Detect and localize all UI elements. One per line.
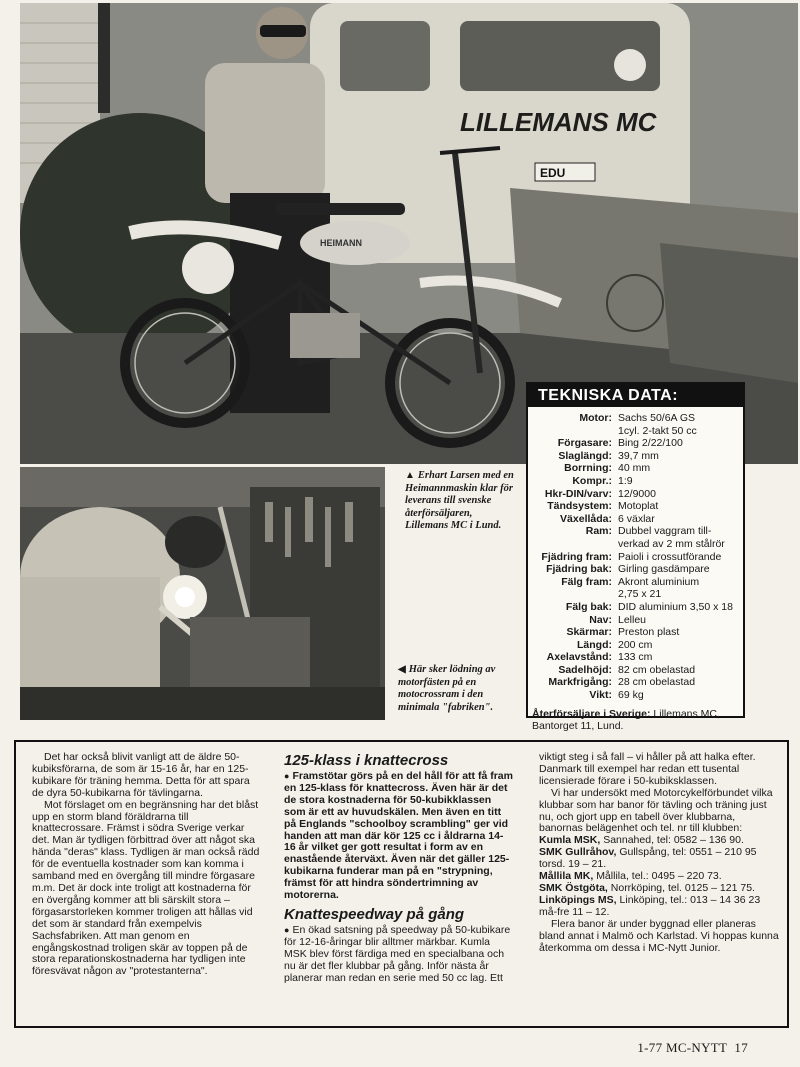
tech-data-rows [528, 407, 743, 702]
tech-dealer [528, 702, 743, 733]
tech-row-value: Girling gasdämpare [618, 563, 710, 576]
tech-row-value: 12/9000 [618, 487, 656, 500]
tech-row-label [532, 588, 618, 601]
tech-row-label: Motor: [579, 412, 612, 424]
tech-row-label [532, 538, 618, 551]
photo-caption-welder [398, 664, 516, 714]
bullet-icon: ● [284, 924, 290, 935]
tech-row-value: Lelleu [618, 613, 647, 626]
tech-row-value: verkad av 2 mm stålrör [618, 537, 725, 550]
tech-row [532, 676, 737, 689]
tech-row [532, 588, 737, 601]
tech-row [532, 488, 737, 501]
article-column-3 [539, 752, 779, 954]
arrow-up-icon: ▲ [405, 470, 415, 481]
tech-row-label: Nav: [589, 613, 612, 626]
tech-row [532, 513, 737, 526]
club-info: Norrköping, tel. 0125 – 121 75. [610, 881, 755, 894]
tech-row-label: Kompr.: [572, 474, 612, 487]
club-info: Mållila, tel.: 0495 – 220 73. [596, 870, 722, 883]
tech-row [532, 462, 737, 475]
welding-photo-illustration [20, 467, 385, 720]
welder-photo [20, 467, 385, 720]
col3-paragraph-1: viktigt steg i så fall – vi håller på att halka efter. Danmark till exempel har redan ett tusental licensierade förare i 50-kubiksklassen. [539, 751, 756, 787]
tech-row [532, 538, 737, 551]
heading-knattespeedway: Knattespeedway på gång [284, 905, 465, 923]
tech-row [532, 525, 737, 538]
tech-row-value: 69 kg [618, 689, 644, 702]
caption-2-text: Här sker lödning av motorfästen på en motocrossram i den minimala "fabriken". [398, 664, 496, 713]
col2-paragraph-2-text: En ökad satsning på speedway på 50-kubikare för 12-16-åringar blir alltmer märkbar. Kumla MSK blev först färdiga med en specialbana och nu är det fler klubbar på gång. Inför nästa år planerar man redan en serie med 50 cc lag. Ett [284, 923, 511, 984]
tech-row-label: Tändsystem: [547, 500, 612, 513]
tech-row-value: 6 växlar [618, 512, 655, 525]
tech-row [532, 425, 737, 438]
tank-lettering: HEIMANN [320, 238, 362, 248]
tech-row-value: Dubbel vaggram till- [618, 525, 712, 538]
dealer-label: Återförsäljare i Sverige: [532, 707, 651, 720]
tech-row-value: 1cyl. 2-takt 50 cc [618, 424, 697, 437]
tech-row [532, 639, 737, 652]
bullet-icon: ● [284, 771, 290, 781]
tech-row-label: Vikt: [589, 689, 612, 702]
tech-row-label: Förgasare: [557, 437, 612, 450]
article-column-1 [32, 752, 262, 978]
tech-data-title: TEKNISKA DATA: [528, 384, 743, 407]
club-name: SMK Östgöta, [539, 881, 608, 894]
tech-row-value: Motoplat [618, 500, 659, 513]
tech-row-value: 1:9 [618, 474, 633, 487]
tech-row [532, 664, 737, 677]
tech-data-box [526, 382, 745, 733]
club-name: SMK Gullråhov, [539, 846, 617, 859]
tech-row-label: Sadelhöjd: [558, 663, 612, 676]
footer-page-number: 17 [734, 1040, 748, 1055]
club-list [539, 835, 779, 918]
col3-paragraph-2: Vi har undersökt med Motorcykelförbundet vilka klubbar som har banor för tävling och träning just nu, och gjort upp en tabell över klubbarna, banornas belägenhet och tel. nr till klubben: [539, 786, 773, 835]
article-column-2 [284, 752, 514, 985]
club-name: Mållila MK, [539, 870, 594, 883]
tech-row-label: Skärmar: [566, 626, 612, 639]
dealer-value: Lillemans MC, Bantorget 11, Lund. [532, 707, 720, 733]
van-lettering: LILLEMANS MC [460, 107, 657, 137]
photo-caption-top [405, 470, 515, 533]
tech-row-value: Sachs 50/6A GS [618, 412, 696, 424]
col1-paragraph-2: Mot förslaget om en begränsning har det blåst upp en storm bland föräldrarna till knattecrossare. Främst i södra Sverige verkar det. Man är tydligen förbittrad över att något ska hända "deras" klass. Tydligen är man också rädd för de eventuella kostnader som kan komma i samband med en övergång till mindre förgasare m.m. Det är dock inte troligt att kostnaderna för en övergång kommer att bli särskilt stora – förgasarstorleken kommer troligen att hållas vid det som är standard från exempelvis Sachsfabriken. Att man genom en engångskostnad troligen skär av toppen på de stora reparationskostnaderna har tydligen inte föresvävat någon av "protestanterna". [32, 798, 260, 978]
heading-125-klass: 125-klass i knattecross [284, 752, 449, 769]
tech-row [532, 689, 737, 702]
tech-row-value: DID aluminium 3,50 x 18 [618, 600, 733, 613]
club-entry [539, 847, 779, 871]
tech-row [532, 412, 737, 425]
tech-row-label: Markfrigång: [548, 676, 612, 689]
tech-row [532, 551, 737, 564]
club-name: Linköpings MS, [539, 893, 617, 906]
tech-row [532, 651, 737, 664]
tech-row-value: Bing 2/22/100 [618, 437, 683, 450]
tech-row-label: Borrning: [564, 462, 612, 475]
tech-row-label: Hkr-DIN/varv: [544, 487, 612, 500]
tech-row [532, 626, 737, 639]
tech-row-label: Fälg fram: [561, 575, 612, 588]
tech-row-value: 2,75 x 21 [618, 588, 662, 601]
col2-paragraph-1 [284, 771, 514, 902]
tech-row-label: Slaglängd: [558, 449, 612, 462]
tech-row [532, 475, 737, 488]
plate-text: EDU [540, 166, 566, 180]
tech-row-value: Preston plast [618, 626, 680, 639]
tech-row [532, 576, 737, 589]
col2-paragraph-1-text: Framstötar görs på en del håll för att få fram en 125-klass för knattecross. Även här är det de stora kostnaderna för 50-kubikklassen som är ett av huvudskälen. Men även en titt på Englands "schoolboy scrambling" ger vid handen att man där kör 125 cc i åldrarna 14-16 år vilket ger gott resultat i form av en enastående återväxt. Även när det gäller 125-kubikarna funderar man på en "strypning, främst för att hindra söndertrimning av motorerna. [284, 770, 513, 902]
col1-paragraph-1: Det har också blivit vanligt att de äldre 50-kubiksförarna, de som är 15-16 år, har en 125-kubikare för träning hemma. Detta för att spara de dyra 50-kubikarna för tävlingarna. [32, 751, 250, 799]
tech-row-value: 200 cm [618, 638, 653, 651]
tech-row-label [532, 425, 618, 438]
tech-row [532, 437, 737, 450]
club-info: Sannahed, tel: 0582 – 136 90. [603, 834, 744, 847]
tech-row-label: Fjädring fram: [541, 550, 612, 563]
tech-row [532, 563, 737, 576]
club-info: Linköping, tel.: 013 – 14 36 23 må-fre 11 – 12. [539, 893, 761, 918]
tech-row-label: Fjädring bak: [546, 563, 612, 576]
tech-row-value: Akront aluminium [618, 575, 700, 588]
tech-row [532, 500, 737, 513]
tech-row-value: Paioli i crossutförande [618, 550, 722, 563]
tech-row-value: 82 cm obelastad [618, 663, 696, 676]
tech-row-label: Fälg bak: [565, 600, 612, 613]
col3-paragraph-3: Flera banor är under byggnad eller planeras bland annat i Malmö och Karlstad. Vi hoppas kunna återkomma om dessa i MC-Nytt Junior. [539, 917, 779, 954]
tech-row-value: 133 cm [618, 651, 653, 664]
page-footer [637, 1040, 748, 1056]
tech-row [532, 601, 737, 614]
tech-row-label: Axelavstånd: [546, 651, 612, 664]
tech-row-label: Växellåda: [560, 512, 612, 525]
arrow-left-icon: ◀ [398, 664, 406, 675]
club-name: Kumla MSK, [539, 834, 601, 847]
tech-row-label: Längd: [577, 638, 612, 651]
tech-row-value: 40 mm [618, 462, 651, 475]
tech-row [532, 614, 737, 627]
tech-row-value: 39,7 mm [618, 449, 659, 462]
club-info: Gullspång, tel: 0551 – 210 95 torsd. 19 – 21. [539, 846, 757, 871]
tech-row-value: 28 cm obelastad [618, 676, 696, 689]
col2-paragraph-2 [284, 925, 514, 985]
tech-row [532, 450, 737, 463]
caption-1-text: Erhart Larsen med en Heimannmaskin klar för leverans till svenske återförsäljaren, Lillemans MC i Lund. [405, 470, 514, 531]
club-entry [539, 895, 779, 919]
tech-row-label: Ram: [585, 525, 612, 538]
footer-issue: 1-77 MC-NYTT [637, 1040, 728, 1055]
